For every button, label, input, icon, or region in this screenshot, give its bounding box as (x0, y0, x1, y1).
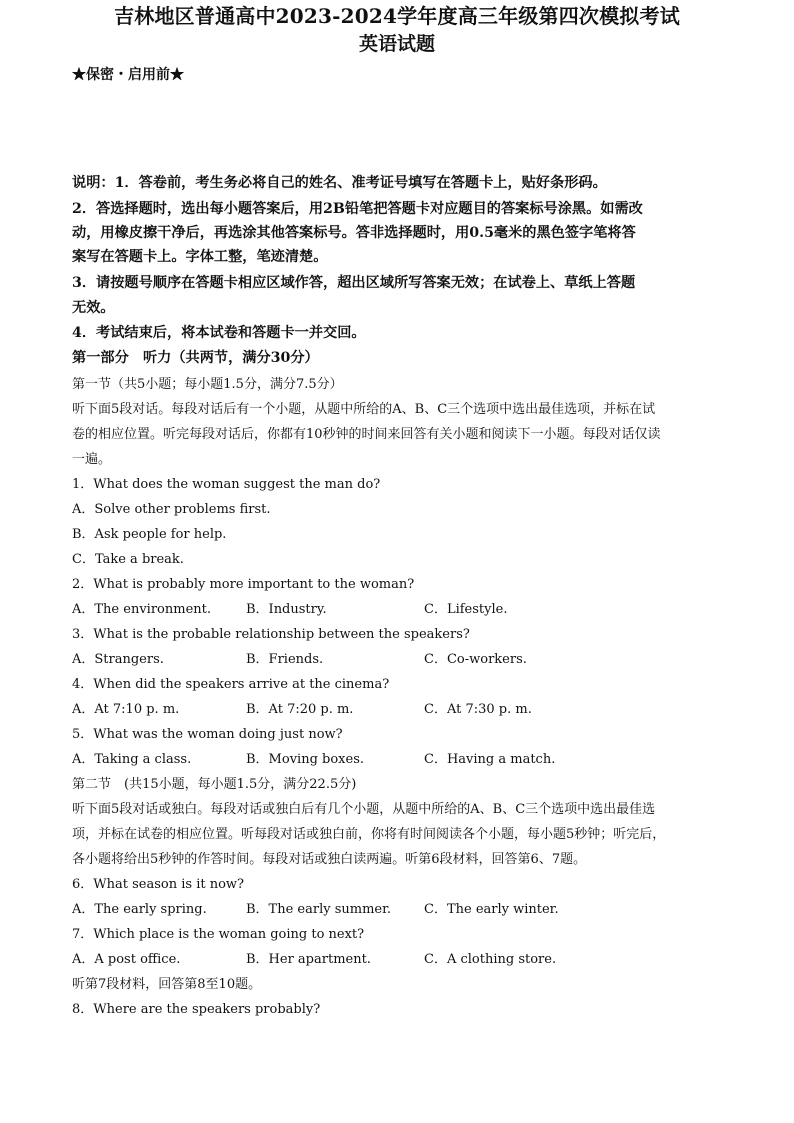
section-intro-line: 一遍。 (72, 452, 112, 467)
question-stem: 8．Where are the speakers probably? (72, 1002, 321, 1017)
option-a: A．At 7:10 p. m. (72, 702, 180, 717)
option-c: C．Co-workers. (424, 652, 527, 667)
question-stem: 7．Which place is the woman going to next? (72, 927, 365, 942)
option-b: B．Her apartment. (246, 952, 371, 967)
option-a: A．Solve other problems first. (72, 502, 271, 517)
part-heading: 第一部分 听力（共两节，满分30分） (72, 350, 319, 366)
option-b: B．At 7:20 p. m. (246, 702, 354, 717)
question-stem: 6．What season is it now? (72, 877, 245, 892)
section-intro-line: 各小题将给出5秒钟的作答时间。每段对话或独白读两遍。听第6段材料，回答第6、7题。 (72, 852, 587, 867)
material-note: 听第7段材料，回答第8至10题。 (72, 977, 262, 992)
instruction-line: 3．请按题号顺序在答题卡相应区域作答，超出区域所写答案无效；在试卷上、草纸上答题 (72, 275, 636, 291)
question-stem: 3．What is the probable relationship between the speakers? (72, 627, 470, 642)
instruction-line: 说明：1．答卷前，考生务必将自己的姓名、准考证号填写在答题卡上，贴好条形码。 (72, 175, 607, 191)
instruction-line: 4．考试结束后，将本试卷和答题卡一并交回。 (72, 325, 366, 341)
instruction-line: 无效。 (72, 300, 115, 316)
exam-subtitle: 英语试题 (358, 33, 435, 55)
section-intro-line: 听下面5段对话。每段对话后有一个小题，从题中所给的A、B、C三个选项中选出最佳选项，并标在试 (72, 402, 656, 417)
instruction-line: 2．答选择题时，选出每小题答案后，用2B铅笔把答题卡对应题目的答案标号涂黑。如需改 (72, 201, 643, 217)
section-heading: 第二节 (共15小题，每小题1.5分，满分22.5分) (72, 777, 357, 792)
option-a: A．Taking a class. (72, 752, 192, 767)
exam-title: 吉林地区普通高中2023-2024学年度高三年级第四次模拟考试 (114, 4, 680, 28)
option-b: B．The early summer. (246, 902, 392, 917)
option-b: B．Ask people for help. (72, 527, 227, 542)
option-c: C．The early winter. (424, 902, 559, 917)
section-heading: 第一节（共5小题；每小题1.5分，满分7.5分） (72, 377, 343, 392)
instruction-line: 案写在答题卡上。字体工整，笔迹清楚。 (72, 249, 328, 265)
option-b: B．Moving boxes. (246, 752, 364, 767)
option-a: A．The environment. (72, 602, 211, 617)
question-stem: 4．When did the speakers arrive at the cinema? (72, 677, 390, 692)
option-a: A．The early spring. (72, 902, 207, 917)
question-stem: 2．What is probably more important to the woman? (72, 577, 415, 592)
confidential-mark: ★保密・启用前★ (72, 67, 184, 83)
option-a: A．A post office. (72, 952, 181, 967)
section-intro-line: 听下面5段对话或独白。每段对话或独白后有几个小题，从题中所给的A、B、C三个选项中选出最佳选 (72, 802, 656, 817)
question-stem: 5．What was the woman doing just now? (72, 727, 343, 742)
option-b: B．Friends. (246, 652, 324, 667)
option-c: C．Lifestyle. (424, 602, 508, 617)
question-stem: 1．What does the woman suggest the man do? (72, 477, 381, 492)
option-a: A．Strangers. (72, 652, 164, 667)
section-intro-line: 卷的相应位置。听完每段对话后，你都有10秒钟的时间来回答有关小题和阅读下一小题。每段对话仅读 (72, 427, 661, 442)
option-c: C．Having a match. (424, 752, 556, 767)
option-c: C．At 7:30 p. m. (424, 702, 532, 717)
option-c: C．A clothing store. (424, 952, 557, 967)
section-intro-line: 项，并标在试卷的相应位置。听每段对话或独白前，你将有时间阅读各个小题，每小题5秒钟；听完后， (72, 827, 666, 842)
instruction-line: 动，用橡皮擦干净后，再选涂其他答案标号。答非选择题时，用0.5毫米的黑色签字笔将答 (72, 225, 636, 241)
option-b: B．Industry. (246, 602, 327, 617)
option-c: C．Take a break. (72, 552, 184, 567)
